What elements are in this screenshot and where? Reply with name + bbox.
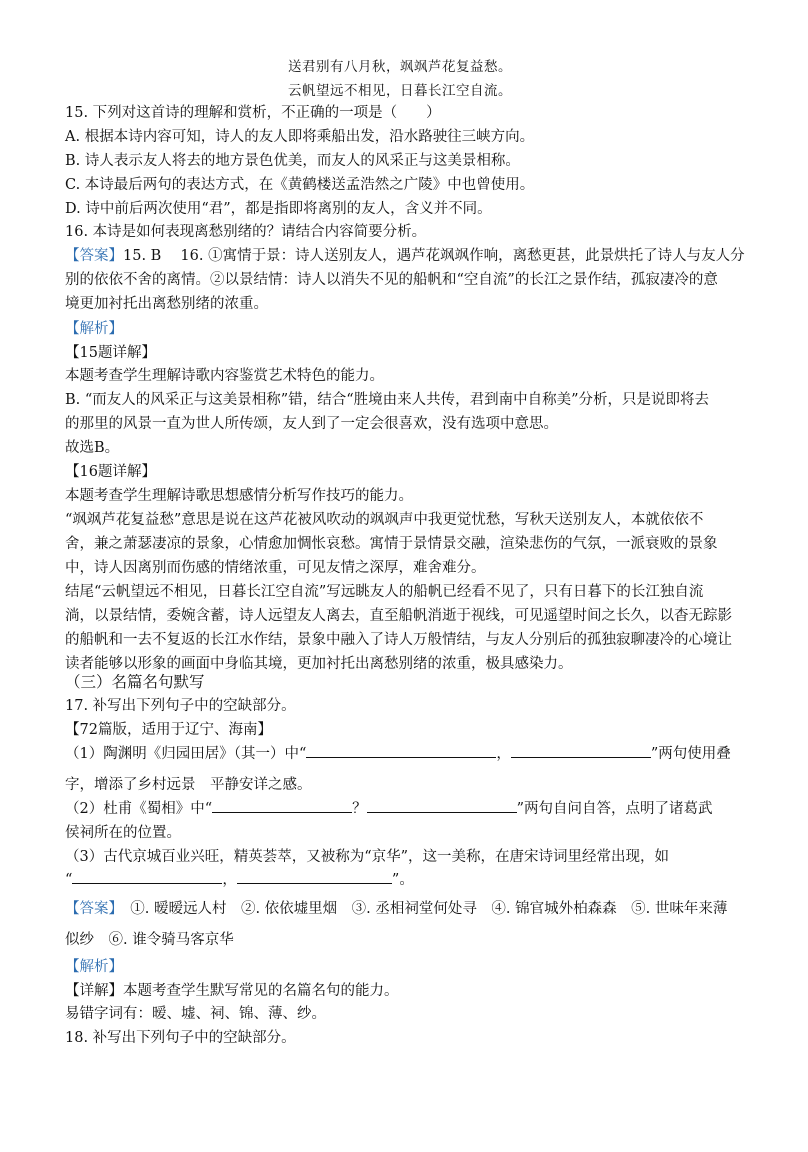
answer-2-line-1 [65,897,727,921]
detail-16-line-6: 淌，以景结情，委婉含蓄，诗人远望友人离去，直至船帆消逝于视线，可见遥望时间之长久，以杳无踪影 [65,608,732,624]
blank-2[interactable] [511,743,651,758]
detail-16-line-4: 中，诗人因离别而伤感的情绪浓重，可见友情之深厚，难舍难分。 [65,560,486,576]
q17-version: 【72篇版，适用于辽宁、海南】 [65,722,272,738]
answer-1-line-1 [65,244,745,268]
detail-16-line-7: 的船帆和一去不复返的长江水作结，景象中融入了诗人万般情结，与友人分别后的孤独寂聊凄冷的心境让 [65,632,732,648]
detail-16-line-5: 结尾“云帆望远不相见，日暮长江空自流”写远眺友人的船帆已经看不见了，只有日暮下的长江独自流 [65,584,704,600]
analysis-tag-2: 【解析】 [65,959,123,975]
q15-option-d: D. 诗中前后两次使用“君”，都是指即将离别的友人，含义并不同。 [65,201,492,217]
q17-item-1: （1）陶渊明《归园田居》（其一）中“ ， ”两句使用叠 [65,742,731,766]
answer-1-text-1: 15. B 16. ①寓情于景：诗人送别友人，遇芦花飒飒作响，离愁更甚，此景烘托了诗人与友人分 [123,248,745,264]
blank-4[interactable] [367,798,517,813]
detail-15-line-4: 故选B。 [65,440,120,456]
detail-17: 【详解】本题考查学生默写常见的名篇名句的能力。 [65,983,399,999]
q17-item-3-cont: “ ， ”。 [65,868,414,892]
detail-16-line-2: “飒飒芦花复益愁”意思是说在这芦花被风吹动的飒飒声中我更觉忧愁，写秋天送别友人，本就依依不 [65,512,704,528]
blank-6[interactable] [237,869,392,884]
analysis-tag: 【解析】 [65,321,123,337]
q17-stem: 17. 补写出下列句子中的空缺部分。 [65,698,296,714]
q15-option-b: B. 诗人表示友人将去的地方景色优美，而友人的风采正与这美景相称。 [65,153,520,169]
detail-15-line-2: B. “而友人的风采正与这美景相称”错，结合“胜境由来人共传，君到南中自称美”分析，只是说即将去 [65,392,710,408]
detail-16-line-8: 读者能够以形象的画面中身临其境，更加衬托出离愁别绪的浓重，极具感染力。 [65,656,573,672]
detail-15-line-3: 的那里的风景一直为世人所传颂，友人到了一定会很喜欢，没有选项中意思。 [65,416,558,432]
q17-item-3: （3）古代京城百业兴旺，精英荟萃，又被称为“京华”，这一美称，在唐宋诗词里经常出现，如 [65,849,670,865]
answer-2-line-2: 似纱 ⑥. 谁令骑马客京华 [65,932,234,948]
q17-item-1-cont: 字，增添了乡村远景 平静安详之感。 [65,777,312,793]
q15-option-a: A. 根据本诗内容可知，诗人的友人即将乘船出发，沿水路驶往三峡方向。 [65,129,535,145]
answer-tag: 【答案】 [65,248,123,264]
blank-5[interactable] [72,869,222,884]
blank-1[interactable] [306,743,496,758]
q17-item-2: （2）杜甫《蜀相》中“ ？ ”两句自问自答，点明了诸葛武 [65,797,713,821]
answer-1-line-3: 境更加衬托出离愁别绪的浓重。 [65,296,268,312]
q18-stem: 18. 补写出下列句子中的空缺部分。 [65,1030,296,1046]
poem-line-1: 送君别有八月秋，飒飒芦花复益愁。 [288,59,512,75]
detail-15-line-1: 本题考查学生理解诗歌内容鉴赏艺术特色的能力。 [65,368,384,384]
detail-16-line-3: 舍，兼之萧瑟凄凉的景象，心情愈加惆怅哀愁。寓情于景情景交融，渲染悲伤的气氛，一派衰败的景象 [65,536,718,552]
answer-1-line-2: 别的依依不舍的离情。②以景结情：诗人以消失不见的船帆和“空自流”的长江之景作结，孤寂凄冷的意 [65,272,718,288]
detail-15-tag: 【15题详解】 [65,345,156,361]
answer-2-text-1: ①. 暧暧远人村 ②. 依依墟里烟 ③. 丞相祠堂何处寻 ④. 锦官城外柏森森 ⑤. 世味年来薄 [115,901,728,917]
blank-3[interactable] [212,798,352,813]
q17-item-2-cont: 侯祠所在的位置。 [65,825,181,841]
q15-stem: 15. 下列对这首诗的理解和赏析，不正确的一项是（ ） [65,105,441,121]
detail-16-line-1: 本题考查学生理解诗歌思想感情分析写作技巧的能力。 [65,488,413,504]
answer-tag-2: 【答案】 [65,901,116,917]
section-title: （三）名篇名句默写 [65,673,205,691]
detail-16-tag: 【16题详解】 [65,464,156,480]
typo-note: 易错字词有：暧、墟、祠、锦、薄、纱。 [65,1006,326,1022]
q16-stem: 16. 本诗是如何表现离愁别绪的？请结合内容简要分析。 [65,224,427,240]
poem-line-2: 云帆望远不相见，日暮长江空自流。 [288,83,512,99]
q15-option-c: C. 本诗最后两句的表达方式，在《黄鹤楼送孟浩然之广陵》中也曾使用。 [65,177,535,193]
